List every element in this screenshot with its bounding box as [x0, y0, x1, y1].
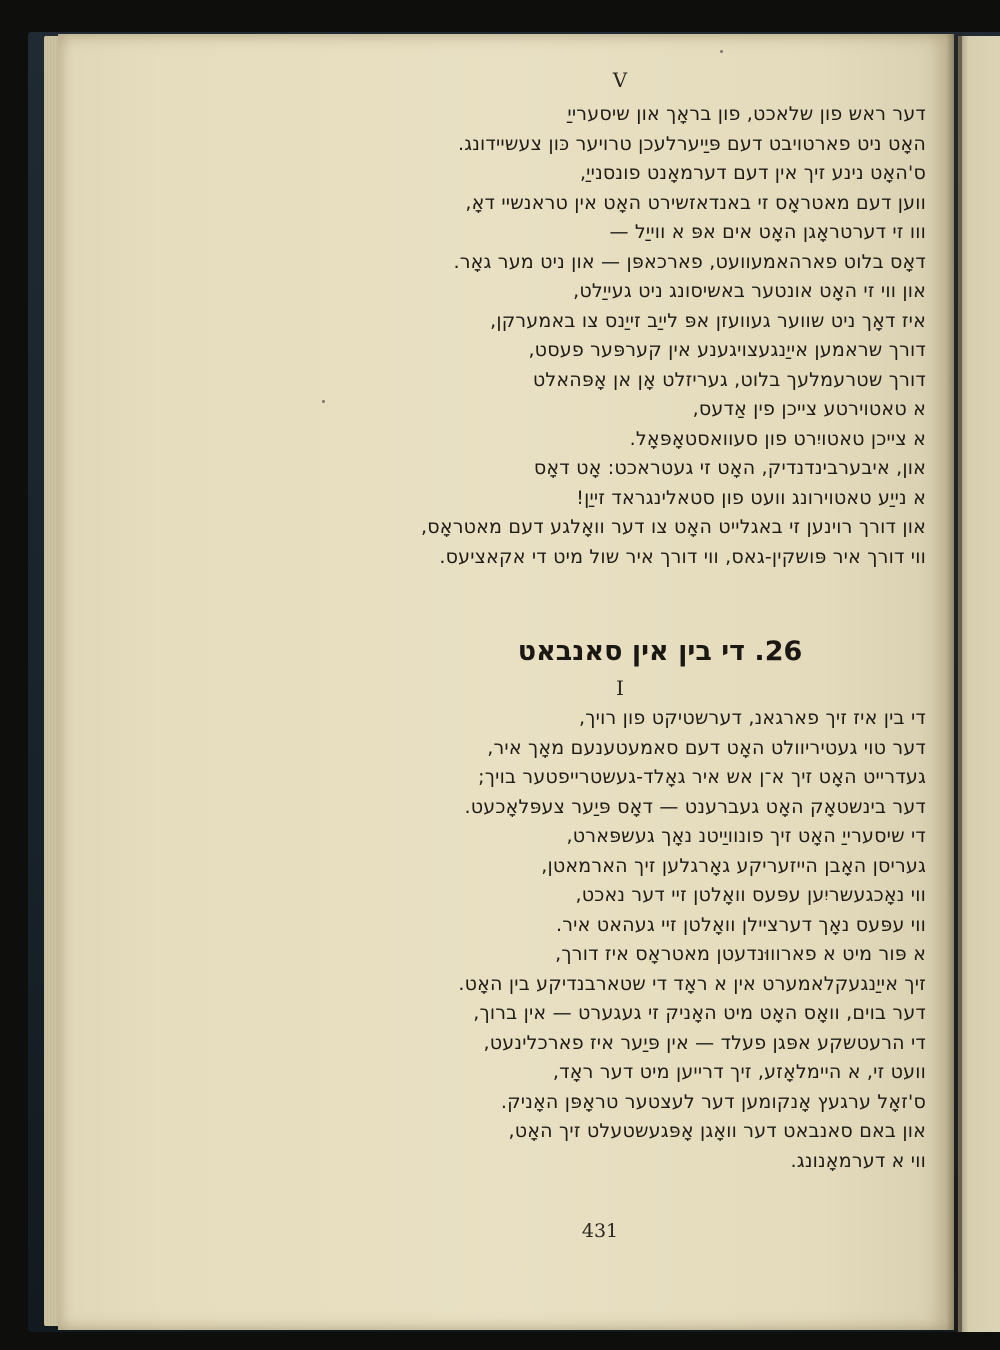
poem-line: ווי עפּעס נאָך דערציילן וואָלטן זיי געהאט איר. [555, 913, 926, 936]
poem-line: א פּור מיט א פארוווּנדעטן מאטראָס איז דורך, [555, 943, 926, 965]
poem-line: ס'האָט נינע זיך אין דעם דערמאָנט פונסנייַ, [579, 162, 926, 184]
poem-stanza-bottom [230, 704, 926, 1176]
poem-stanza-top [230, 100, 926, 572]
paper-speck [720, 50, 723, 53]
poem-line: א טאטוירטע צייכן פין אַדעס, [692, 398, 926, 420]
poem-line: געריסן האָבן הייזעריקע גאָרגלען זיך הארמאטן, [541, 854, 926, 877]
poem-line: ווי נאָכגעשריִען עפּעס וואָלטן זיי דער נאכט, [575, 884, 926, 906]
poem-line: און באם סאנבאט דער וואָגן אָפּגעשטעלט זיך האָט, [508, 1120, 926, 1142]
poem-line: דורך שטרעמלעך בלוט, געריזלט אָן אן אָפּהאלט [532, 368, 926, 391]
spine-shadow [946, 34, 962, 1332]
poem-line: ווו זי דערטראָגן האָט אים אפּ א ווייַל — [609, 221, 926, 243]
poem-line: וועט זי, א היימלאָזע, זיך דרייען מיט דער ראָד, [552, 1061, 926, 1083]
section-title: 26. די בין אין סאנבאט [517, 636, 803, 667]
poem-line: דער בוים, וואָס האָט מיט האָניק זי געגערט — אין ברוך, [473, 1002, 926, 1024]
poem-line: דורך שראמען אייַנגעצויגענע אין קערפּער פעסט, [528, 339, 926, 361]
poem-line: און, איבערבינדנדיק, האָט זי געטראכט: אָט דאָס [533, 457, 926, 479]
next-page-edge [958, 36, 1000, 1332]
poem-line: ס'זאָל ערגעץ אָנקומען דער לעצטער טראָפּן האָניק. [500, 1090, 926, 1113]
poem-line: ווי א דערמאָנונג. [790, 1149, 926, 1172]
poem-line: ווען דעם מאטראָס זי באנדאזשירט האָט אין טראנשיי דאָ, [465, 191, 926, 214]
poem-line: דער בינשטאָק האָט געברענט — דאָס פּיַער צעפּלאָכעט. [464, 795, 926, 818]
poem-line: איז דאָך ניט שווער געוועזן אפּ לייַב זייַנס צו באמערקן, [490, 309, 926, 332]
poem-line: דער טוי געטיריוולט האָט דעם סאמעטענעם מאָך איר, [487, 736, 926, 759]
poem-line: ווי דורך איר פּושקין-גאס, ווי דורך איר שול מיט די אקאציעס. [439, 545, 926, 568]
poem-line: און דורך רוינען זי באגלייט האָט צו דער וואָלגע דעם מאטראָס, [421, 516, 926, 538]
poem-line: די הרעטשקע אפּגן פעלד — אין פּיַער איז פארכלינעט, [483, 1031, 926, 1054]
poem-line: א צייכן טאטויִרט פון סעוואסטאָפּאָל. [629, 427, 926, 450]
poem-line: האָט ניט פארטויבט דעם פּיַיערלעכן טרויער כּון צעשיידונג. [457, 132, 926, 155]
poem-line: א נייַע טאטוירונג וועט פון סטאלינגראד זייַן! [576, 486, 926, 509]
poem-line: און ווי זי האָט אונטער באשיסונג ניט געייַלט, [573, 280, 926, 302]
poem-line: די שיסערייַ האָט זיך פונוויַיטנ נאָך געשפּארט, [566, 825, 926, 847]
poem-line: זיך אייַנגעקלאמערט אין א ראָד די שטארבנדיקע בין האָט. [458, 972, 926, 995]
part-roman-numeral: V [612, 68, 628, 92]
section-roman-numeral: I [616, 676, 624, 700]
poem-line: די בין איז זיך פארגאנ, דערשטיקט פון רויך, [579, 707, 926, 729]
poem-line: דער ראש פון שלאכט, פון בראָך און שיסערייַ [567, 103, 926, 125]
poem-line: געדרייט האָט זיך א־ן אש איר גאָלד-געשטרייפטער בויך; [478, 766, 926, 788]
poem-line: דאָס בלוט פארהאמעוועט, פארכאפּן — און ניט מער גאָר. [453, 250, 926, 273]
page-number: 431 [581, 1220, 619, 1242]
